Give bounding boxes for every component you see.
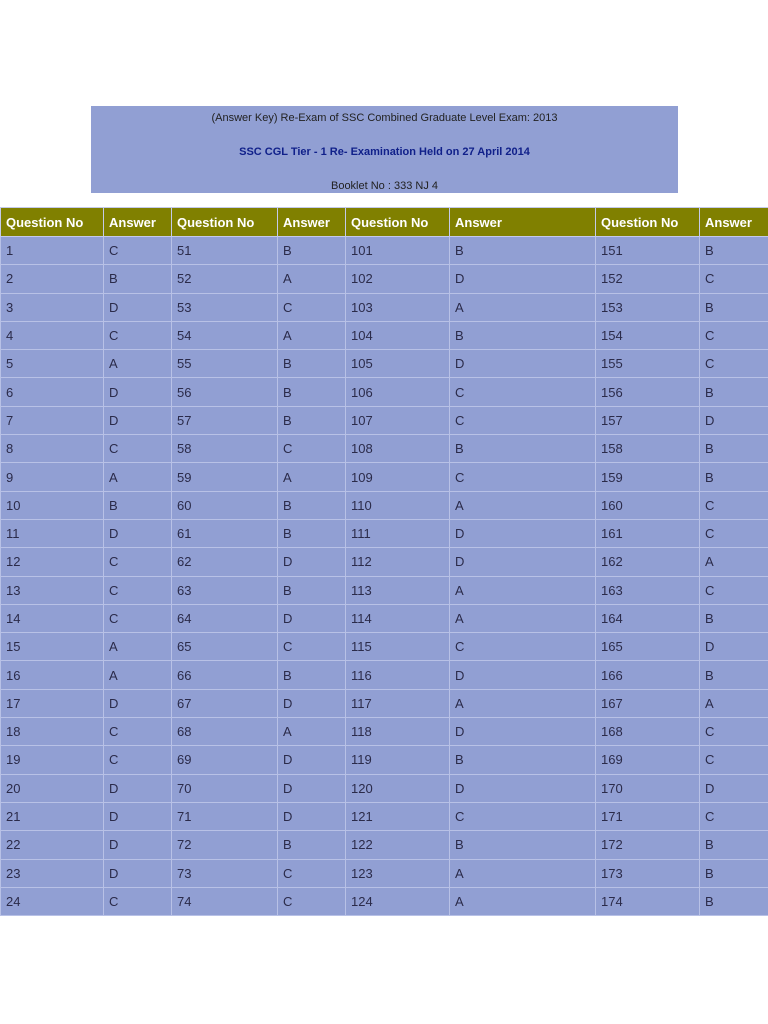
answer-cell: B (278, 491, 346, 519)
answer-cell: C (700, 718, 768, 746)
answer-cell: B (700, 831, 768, 859)
column-header-question-no: Question No (346, 208, 450, 237)
answer-cell: A (450, 491, 596, 519)
answer-cell: A (104, 350, 172, 378)
question-number-cell: 122 (346, 831, 450, 859)
answer-cell: A (450, 689, 596, 717)
question-number-cell: 15 (1, 633, 104, 661)
question-number-cell: 153 (596, 293, 700, 321)
question-number-cell: 22 (1, 831, 104, 859)
table-row (1, 378, 768, 406)
answer-cell: A (104, 633, 172, 661)
answer-cell: B (278, 576, 346, 604)
answer-cell: D (450, 350, 596, 378)
question-number-cell: 67 (172, 689, 278, 717)
answer-cell: B (278, 519, 346, 547)
question-number-cell: 7 (1, 406, 104, 434)
question-number-cell: 17 (1, 689, 104, 717)
question-number-cell: 73 (172, 859, 278, 887)
answer-cell: B (700, 463, 768, 491)
answer-cell: B (278, 406, 346, 434)
answer-cell: C (278, 435, 346, 463)
question-number-cell: 118 (346, 718, 450, 746)
exam-title: (Answer Key) Re-Exam of SSC Combined Graduate Level Exam: 2013 (211, 112, 558, 124)
answer-cell: A (278, 718, 346, 746)
question-number-cell: 18 (1, 718, 104, 746)
question-number-cell: 52 (172, 265, 278, 293)
answer-cell: C (104, 604, 172, 632)
answer-cell: D (450, 718, 596, 746)
answer-cell: C (104, 435, 172, 463)
answer-cell: B (104, 491, 172, 519)
answer-cell: A (700, 689, 768, 717)
question-number-cell: 66 (172, 661, 278, 689)
question-number-cell: 105 (346, 350, 450, 378)
table-row (1, 293, 768, 321)
answer-cell: C (278, 293, 346, 321)
question-number-cell: 163 (596, 576, 700, 604)
table-row (1, 831, 768, 859)
question-number-cell: 107 (346, 406, 450, 434)
answer-cell: C (700, 802, 768, 830)
question-number-cell: 172 (596, 831, 700, 859)
table-row (1, 604, 768, 632)
answer-cell: B (278, 661, 346, 689)
answer-cell: D (104, 406, 172, 434)
table-row (1, 463, 768, 491)
answer-rows (1, 237, 768, 916)
question-number-cell: 56 (172, 378, 278, 406)
question-number-cell: 110 (346, 491, 450, 519)
question-number-cell: 64 (172, 604, 278, 632)
answer-cell: A (104, 463, 172, 491)
table-row (1, 746, 768, 774)
answer-cell: B (450, 831, 596, 859)
question-number-cell: 61 (172, 519, 278, 547)
answer-cell: C (700, 321, 768, 349)
question-number-cell: 155 (596, 350, 700, 378)
question-number-cell: 106 (346, 378, 450, 406)
question-number-cell: 164 (596, 604, 700, 632)
question-number-cell: 14 (1, 604, 104, 632)
answer-cell: D (104, 293, 172, 321)
column-header-answer: Answer (278, 208, 346, 237)
answer-cell: A (450, 887, 596, 915)
answer-cell: A (278, 265, 346, 293)
answer-cell: A (450, 293, 596, 321)
answer-cell: D (104, 689, 172, 717)
question-number-cell: 9 (1, 463, 104, 491)
answer-cell: B (700, 661, 768, 689)
answer-cell: B (278, 237, 346, 265)
answer-cell: A (278, 463, 346, 491)
question-number-cell: 120 (346, 774, 450, 802)
column-header-answer: Answer (700, 208, 768, 237)
column-header-question-no: Question No (1, 208, 104, 237)
question-number-cell: 156 (596, 378, 700, 406)
question-number-cell: 159 (596, 463, 700, 491)
question-number-cell: 119 (346, 746, 450, 774)
question-number-cell: 70 (172, 774, 278, 802)
question-number-cell: 161 (596, 519, 700, 547)
answer-cell: D (450, 548, 596, 576)
question-number-cell: 117 (346, 689, 450, 717)
answer-cell: D (450, 519, 596, 547)
question-number-cell: 168 (596, 718, 700, 746)
question-number-cell: 59 (172, 463, 278, 491)
question-number-cell: 173 (596, 859, 700, 887)
answer-cell: D (278, 689, 346, 717)
question-number-cell: 162 (596, 548, 700, 576)
table-row (1, 519, 768, 547)
answer-cell: B (700, 378, 768, 406)
table-row (1, 887, 768, 915)
question-number-cell: 160 (596, 491, 700, 519)
question-number-cell: 157 (596, 406, 700, 434)
question-number-cell: 24 (1, 887, 104, 915)
answer-cell: D (104, 859, 172, 887)
answer-cell: C (104, 576, 172, 604)
column-header-answer: Answer (450, 208, 596, 237)
answer-cell: B (700, 604, 768, 632)
answer-cell: C (104, 321, 172, 349)
question-number-cell: 13 (1, 576, 104, 604)
answer-cell: C (104, 887, 172, 915)
exam-header-box (91, 106, 678, 193)
question-number-cell: 113 (346, 576, 450, 604)
question-number-cell: 167 (596, 689, 700, 717)
column-header-question-no: Question No (172, 208, 278, 237)
answer-cell: A (278, 321, 346, 349)
question-number-cell: 20 (1, 774, 104, 802)
answer-cell: A (450, 576, 596, 604)
answer-cell: C (104, 237, 172, 265)
answer-cell: D (278, 548, 346, 576)
question-number-cell: 165 (596, 633, 700, 661)
answer-cell: A (104, 661, 172, 689)
answer-cell: C (450, 406, 596, 434)
answer-cell: C (700, 350, 768, 378)
answer-cell: C (700, 265, 768, 293)
table-row (1, 689, 768, 717)
answer-cell: C (450, 802, 596, 830)
answer-cell: D (450, 661, 596, 689)
question-number-cell: 74 (172, 887, 278, 915)
question-number-cell: 123 (346, 859, 450, 887)
answer-cell: C (450, 378, 596, 406)
table-row (1, 406, 768, 434)
question-number-cell: 71 (172, 802, 278, 830)
question-number-cell: 16 (1, 661, 104, 689)
question-number-cell: 114 (346, 604, 450, 632)
answer-cell: D (450, 774, 596, 802)
table-row (1, 774, 768, 802)
answer-cell: D (104, 831, 172, 859)
answer-cell: B (450, 321, 596, 349)
answer-cell: B (278, 350, 346, 378)
answer-cell: B (700, 887, 768, 915)
question-number-cell: 55 (172, 350, 278, 378)
question-number-cell: 171 (596, 802, 700, 830)
question-number-cell: 101 (346, 237, 450, 265)
question-number-cell: 116 (346, 661, 450, 689)
answer-cell: C (450, 463, 596, 491)
table-row (1, 350, 768, 378)
question-number-cell: 154 (596, 321, 700, 349)
answer-cell: D (700, 633, 768, 661)
answer-cell: C (700, 519, 768, 547)
table-row (1, 718, 768, 746)
question-number-cell: 5 (1, 350, 104, 378)
exam-subtitle: SSC CGL Tier - 1 Re- Examination Held on 27 April 2014 (239, 146, 530, 158)
question-number-cell: 63 (172, 576, 278, 604)
answer-cell: A (450, 859, 596, 887)
table-row (1, 633, 768, 661)
table-row (1, 321, 768, 349)
question-number-cell: 65 (172, 633, 278, 661)
question-number-cell: 174 (596, 887, 700, 915)
answer-cell: D (104, 519, 172, 547)
answer-cell: C (700, 576, 768, 604)
answer-cell: A (700, 548, 768, 576)
question-number-cell: 11 (1, 519, 104, 547)
booklet-number: Booklet No : 333 NJ 4 (330, 180, 438, 192)
answer-cell: B (700, 859, 768, 887)
question-number-cell: 108 (346, 435, 450, 463)
answer-cell: B (450, 746, 596, 774)
question-number-cell: 62 (172, 548, 278, 576)
question-number-cell: 2 (1, 265, 104, 293)
question-number-cell: 69 (172, 746, 278, 774)
table-row (1, 265, 768, 293)
answer-cell: B (700, 435, 768, 463)
question-number-cell: 3 (1, 293, 104, 321)
question-number-cell: 121 (346, 802, 450, 830)
answer-cell: C (278, 633, 346, 661)
column-header-question-no: Question No (596, 208, 700, 237)
question-number-cell: 57 (172, 406, 278, 434)
answer-cell: C (104, 718, 172, 746)
question-number-cell: 169 (596, 746, 700, 774)
question-number-cell: 8 (1, 435, 104, 463)
question-number-cell: 23 (1, 859, 104, 887)
question-number-cell: 109 (346, 463, 450, 491)
answer-cell: D (104, 774, 172, 802)
table-row (1, 576, 768, 604)
answer-cell: C (278, 887, 346, 915)
question-number-cell: 10 (1, 491, 104, 519)
table-row (1, 661, 768, 689)
answer-cell: C (278, 859, 346, 887)
answer-cell: C (450, 633, 596, 661)
question-number-cell: 58 (172, 435, 278, 463)
question-number-cell: 104 (346, 321, 450, 349)
question-number-cell: 166 (596, 661, 700, 689)
table-header-row (1, 208, 768, 237)
question-number-cell: 21 (1, 802, 104, 830)
answer-cell: D (104, 802, 172, 830)
table-row (1, 859, 768, 887)
answer-cell: D (104, 378, 172, 406)
answer-cell: D (700, 774, 768, 802)
question-number-cell: 102 (346, 265, 450, 293)
question-number-cell: 54 (172, 321, 278, 349)
table-row (1, 548, 768, 576)
answer-cell: D (278, 604, 346, 632)
question-number-cell: 53 (172, 293, 278, 321)
question-number-cell: 111 (346, 519, 450, 547)
question-number-cell: 1 (1, 237, 104, 265)
question-number-cell: 115 (346, 633, 450, 661)
question-number-cell: 124 (346, 887, 450, 915)
table-row (1, 802, 768, 830)
answer-cell: C (104, 548, 172, 576)
answer-cell: B (104, 265, 172, 293)
question-number-cell: 19 (1, 746, 104, 774)
answer-cell: A (450, 604, 596, 632)
column-header-answer: Answer (104, 208, 172, 237)
question-number-cell: 60 (172, 491, 278, 519)
answer-cell: B (450, 237, 596, 265)
question-number-cell: 72 (172, 831, 278, 859)
question-number-cell: 4 (1, 321, 104, 349)
answer-cell: C (104, 746, 172, 774)
answer-key-table (0, 207, 768, 916)
answer-cell: C (700, 491, 768, 519)
answer-cell: D (450, 265, 596, 293)
question-number-cell: 12 (1, 548, 104, 576)
answer-cell: D (700, 406, 768, 434)
question-number-cell: 68 (172, 718, 278, 746)
answer-cell: D (278, 746, 346, 774)
answer-cell: C (700, 746, 768, 774)
question-number-cell: 6 (1, 378, 104, 406)
answer-cell: D (278, 774, 346, 802)
answer-cell: B (700, 237, 768, 265)
question-number-cell: 51 (172, 237, 278, 265)
answer-cell: D (278, 802, 346, 830)
table-row (1, 491, 768, 519)
question-number-cell: 103 (346, 293, 450, 321)
answer-cell: B (278, 831, 346, 859)
table-row (1, 237, 768, 265)
question-number-cell: 170 (596, 774, 700, 802)
question-number-cell: 151 (596, 237, 700, 265)
table-row (1, 435, 768, 463)
answer-cell: B (450, 435, 596, 463)
question-number-cell: 158 (596, 435, 700, 463)
answer-cell: B (700, 293, 768, 321)
question-number-cell: 152 (596, 265, 700, 293)
answer-cell: B (278, 378, 346, 406)
question-number-cell: 112 (346, 548, 450, 576)
